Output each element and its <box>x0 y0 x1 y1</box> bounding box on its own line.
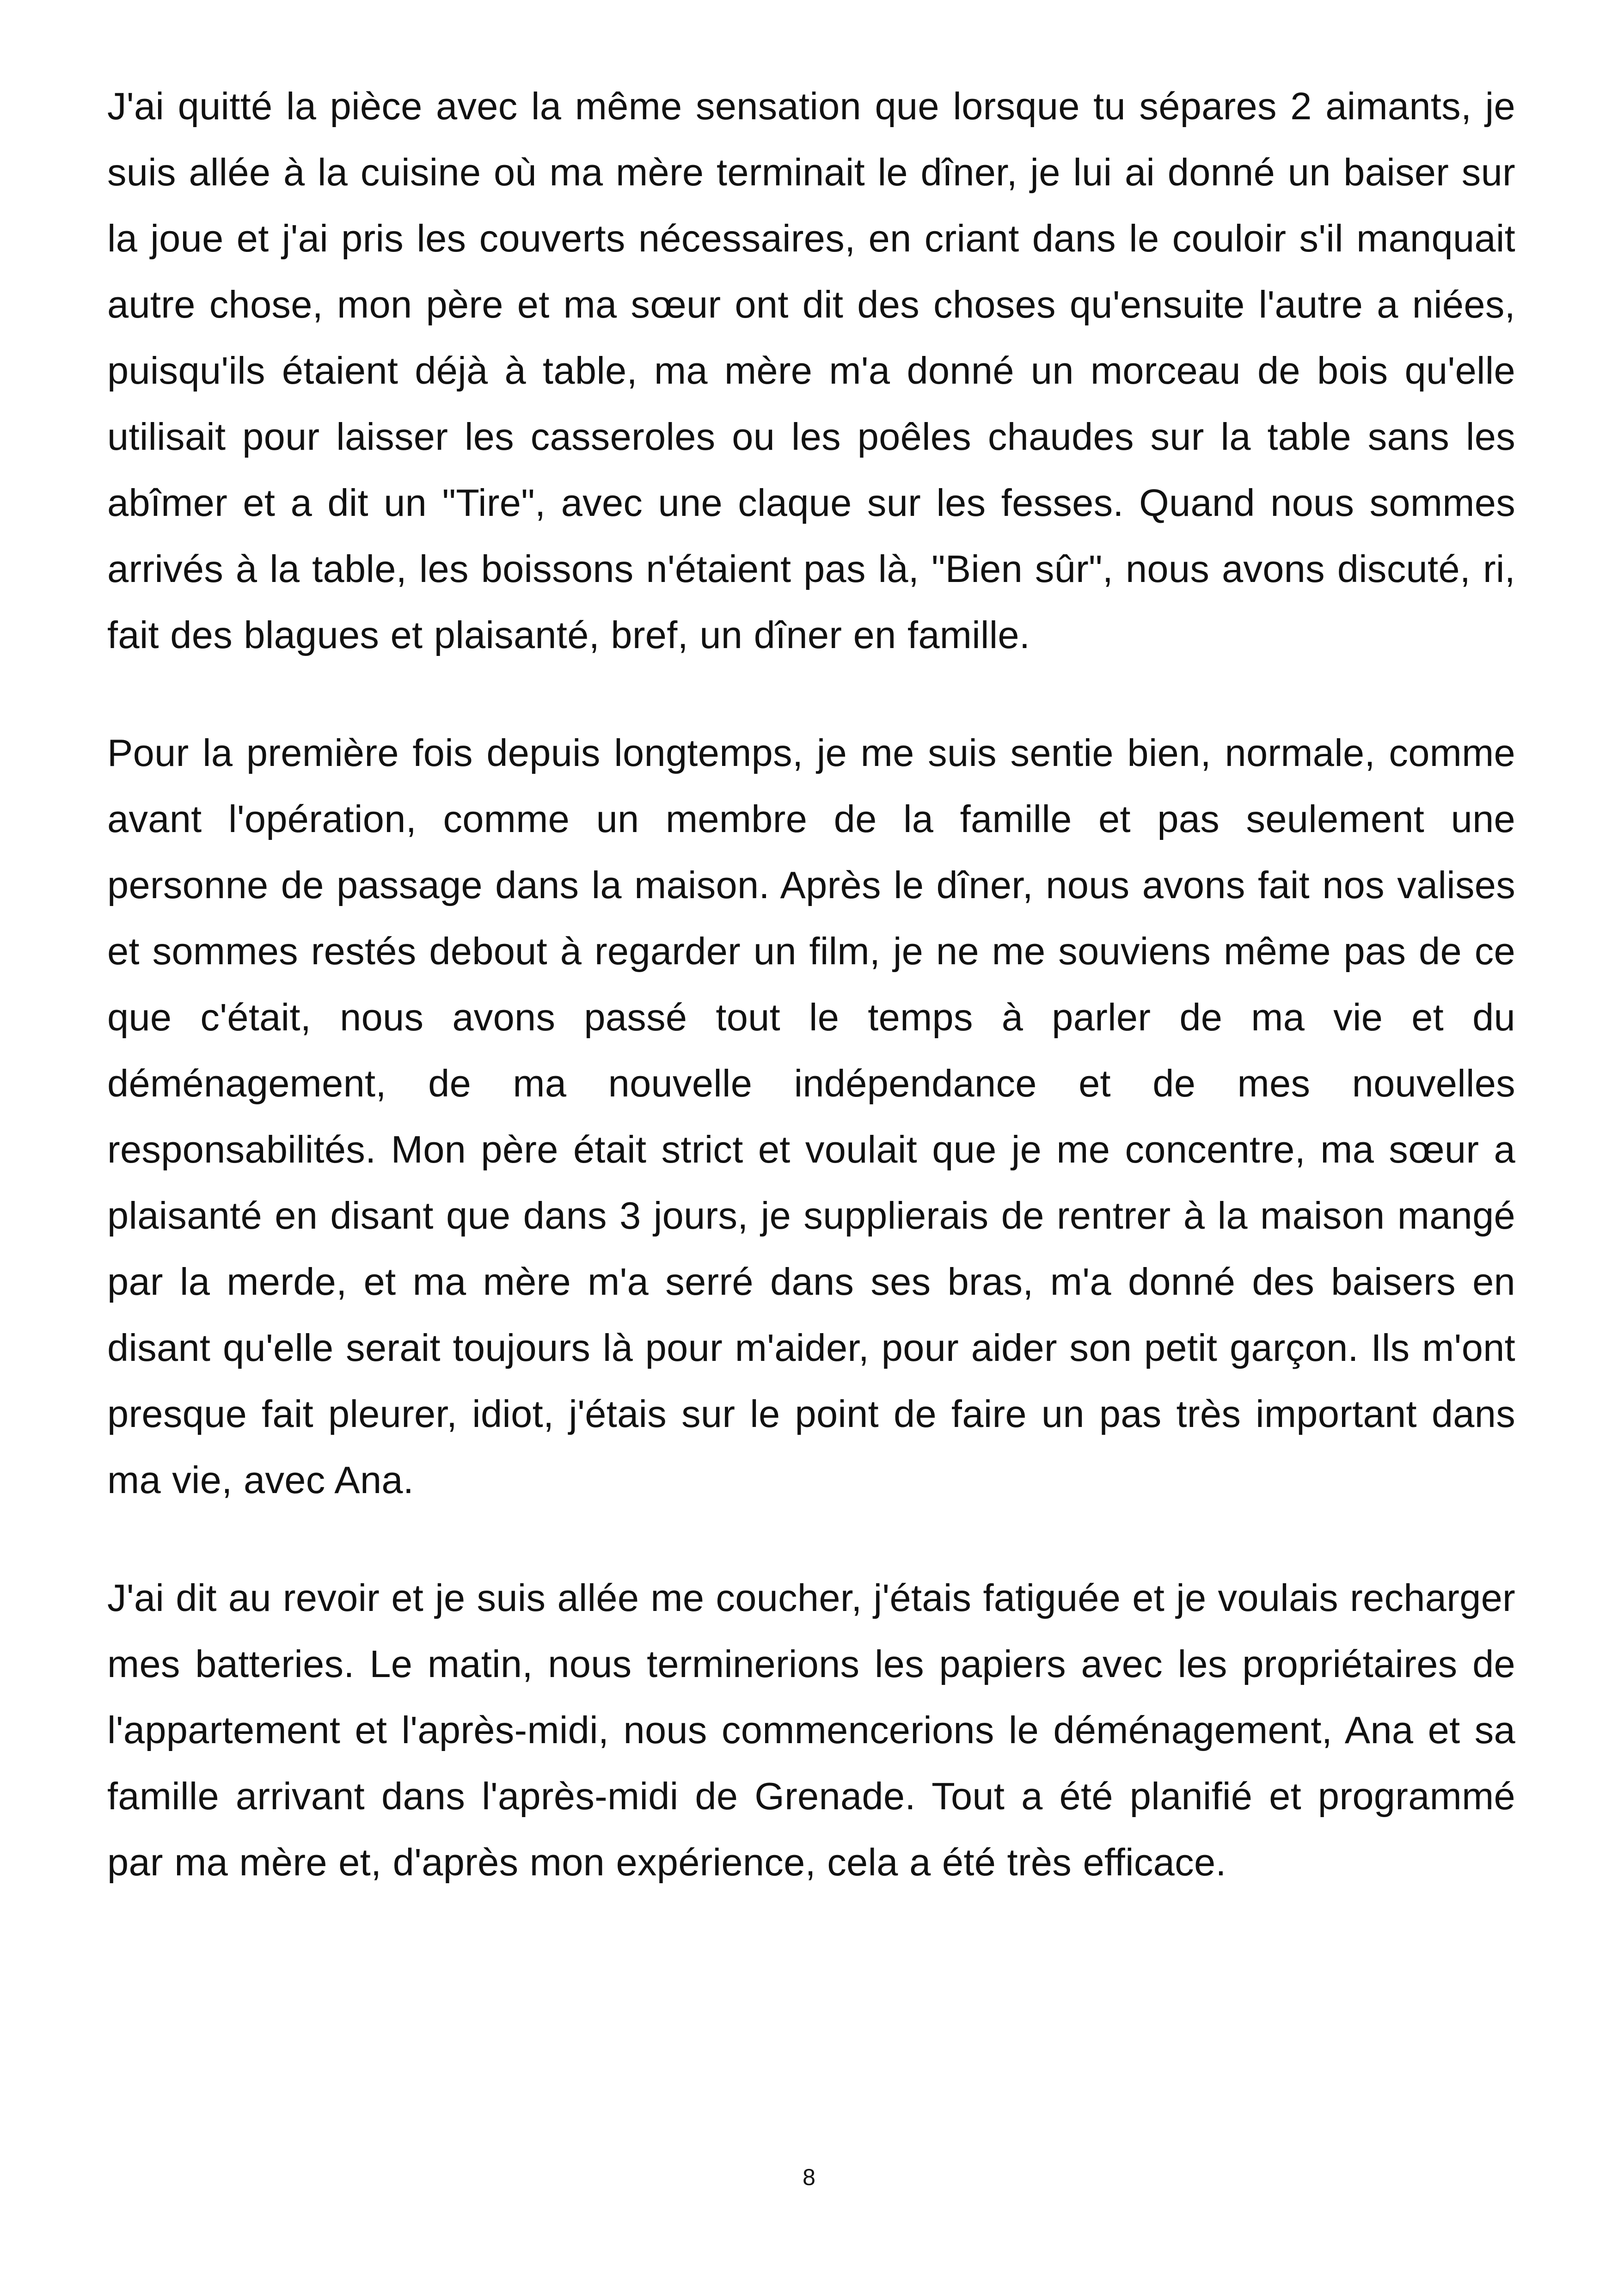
paragraph-1: J'ai quitté la pièce avec la même sensation que lorsque tu sépares 2 aimants, je suis allée à la cuisine où ma mère terminait le dîner, je lui ai donné un baiser sur la joue et j'ai pris les couverts nécessaires, en criant dans le couloir s'il manquait autre chose, mon père et ma sœur ont dit des choses qu'ensuite l'autre a niées, puisqu'ils étaient déjà à table, ma mère m'a donné un morceau de bois qu'elle utilisait pour laisser les casseroles ou les poêles chaudes sur la table sans les abîmer et a dit un "Tire", avec une claque sur les fesses. Quand nous sommes arrivés à la table, les boissons n'étaient pas là, "Bien sûr", nous avons discuté, ri, fait des blagues et plaisanté, bref, un dîner en famille. <box>107 85 1515 656</box>
paragraph-2: Pour la première fois depuis longtemps, je me suis sentie bien, normale, comme avant l'opération, comme un membre de la famille et pas seulement une personne de passage dans la maison. Après le dîner, nous avons fait nos valises et sommes restés debout à regarder un film, je ne me souviens même pas de ce que c'était, nous avons passé tout le temps à parler de ma vie et du déménagement, de ma nouvelle indépendance et de mes nouvelles responsabilités. Mon père était strict et voulait que je me concentre, ma sœur a plaisanté en disant que dans 3 jours, je supplierais de rentrer à la maison mangé par la merde, et ma mère m'a serré dans ses bras, m'a donné des baisers en disant qu'elle serait toujours là pour m'aider, pour aider son petit garçon. Ils m'ont presque fait pleurer, idiot, j'étais sur le point de faire un pas très important dans ma vie, avec Ana. <box>107 731 1515 1501</box>
page-number: 8 <box>803 2164 815 2190</box>
body-text <box>107 73 1515 1947</box>
paragraph-3: J'ai dit au revoir et je suis allée me coucher, j'étais fatiguée et je voulais recharger mes batteries. Le matin, nous terminerions les papiers avec les propriétaires de l'appartement et l'après-midi, nous commencerions le déménagement, Ana et sa famille arrivant dans l'après-midi de Grenade. Tout a été planifié et programmé par ma mère et, d'après mon expérience, cela a été très efficace. <box>107 1576 1515 1884</box>
